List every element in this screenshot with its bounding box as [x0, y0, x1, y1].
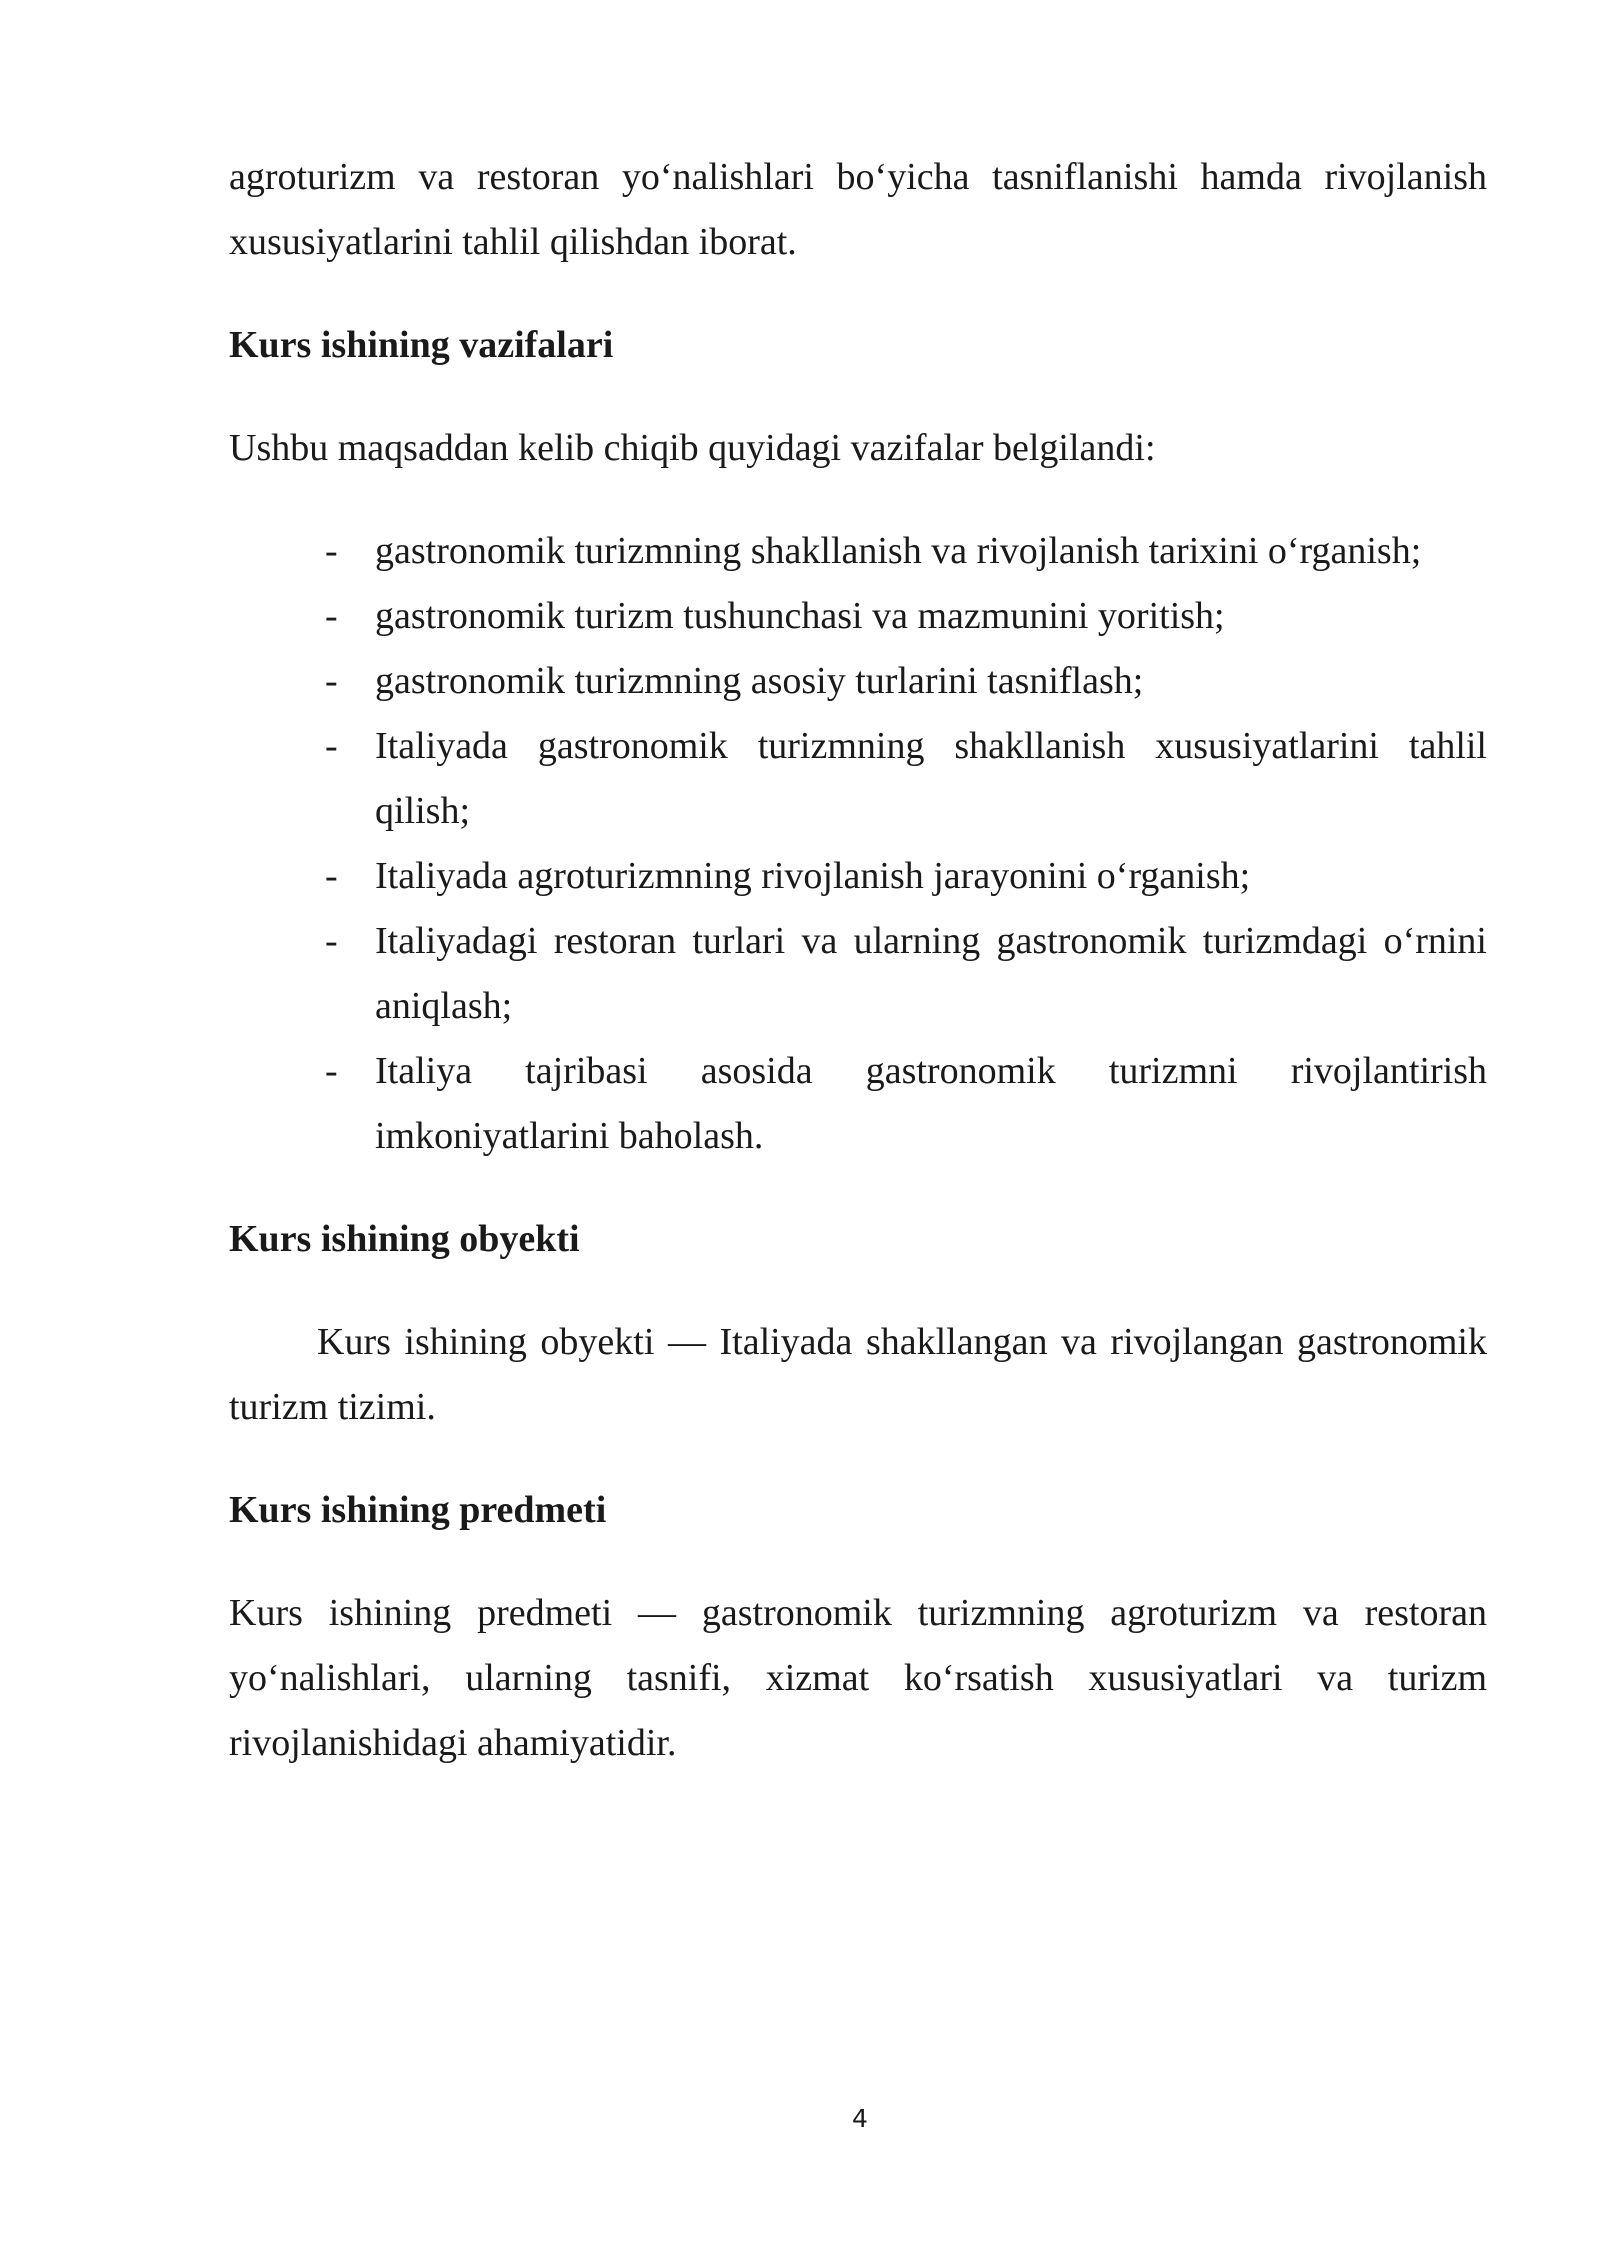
list-item: [229, 1039, 1487, 1169]
page-content: [229, 145, 1487, 1776]
list-dash: -: [325, 855, 338, 897]
tasks-heading: Kurs ishining vazifalari: [229, 324, 614, 366]
list-item: [229, 844, 1487, 909]
tasks-list: [229, 519, 1487, 1169]
object-paragraph: Kurs ishining obyekti — Italiyada shakllangan va rivojlangan gastronomik turizm tizimi.: [229, 1321, 1487, 1428]
intro-paragraph: agroturizm va restoran yo‘nalishlari bo‘yicha tasniflanishi hamda rivojlanish xususiyatlarini tahlil qilishdan iborat.: [229, 156, 1487, 263]
list-dash: -: [325, 920, 338, 962]
list-dash: -: [325, 1050, 338, 1092]
list-item: [229, 714, 1487, 844]
list-item-text: Italiyadagi restoran turlari va ularning gastronomik turizmdagi o‘rnini aniqlash;: [375, 920, 1487, 1027]
list-item-text: gastronomik turizmning shakllanish va rivojlanish tarixini o‘rganish;: [375, 530, 1422, 572]
list-item: [229, 909, 1487, 1039]
list-item-text: Italiyada gastronomik turizmning shakllanish xususiyatlarini tahlil qilish;: [375, 725, 1487, 832]
list-item-text: Italiya tajribasi asosida gastronomik turizmni rivojlantirish imkoniyatlarini baholash.: [375, 1050, 1487, 1157]
object-heading: Kurs ishining obyekti: [229, 1218, 580, 1260]
list-item-text: Italiyada agroturizmning rivojlanish jarayonini o‘rganish;: [375, 855, 1251, 897]
list-item: [229, 519, 1487, 584]
list-item: [229, 649, 1487, 714]
page-number: 4: [852, 2104, 868, 2133]
subject-heading: Kurs ishining predmeti: [229, 1489, 607, 1531]
list-dash: -: [325, 660, 338, 702]
list-item-text: gastronomik turizm tushunchasi va mazmunini yoritish;: [375, 595, 1225, 637]
list-dash: -: [325, 725, 338, 767]
list-dash: -: [325, 595, 338, 637]
list-item: [229, 584, 1487, 649]
tasks-lead: Ushbu maqsaddan kelib chiqib quyidagi vazifalar belgilandi:: [229, 427, 1156, 469]
list-dash: -: [325, 530, 338, 572]
list-item-text: gastronomik turizmning asosiy turlarini tasniflash;: [375, 660, 1144, 702]
subject-paragraph: Kurs ishining predmeti — gastronomik turizmning agroturizm va restoran yo‘nalishlari, ularning tasnifi, xizmat ko‘rsatish xususiyatlari va turizm rivojlanishidagi ahamiyatidir.: [229, 1592, 1487, 1764]
